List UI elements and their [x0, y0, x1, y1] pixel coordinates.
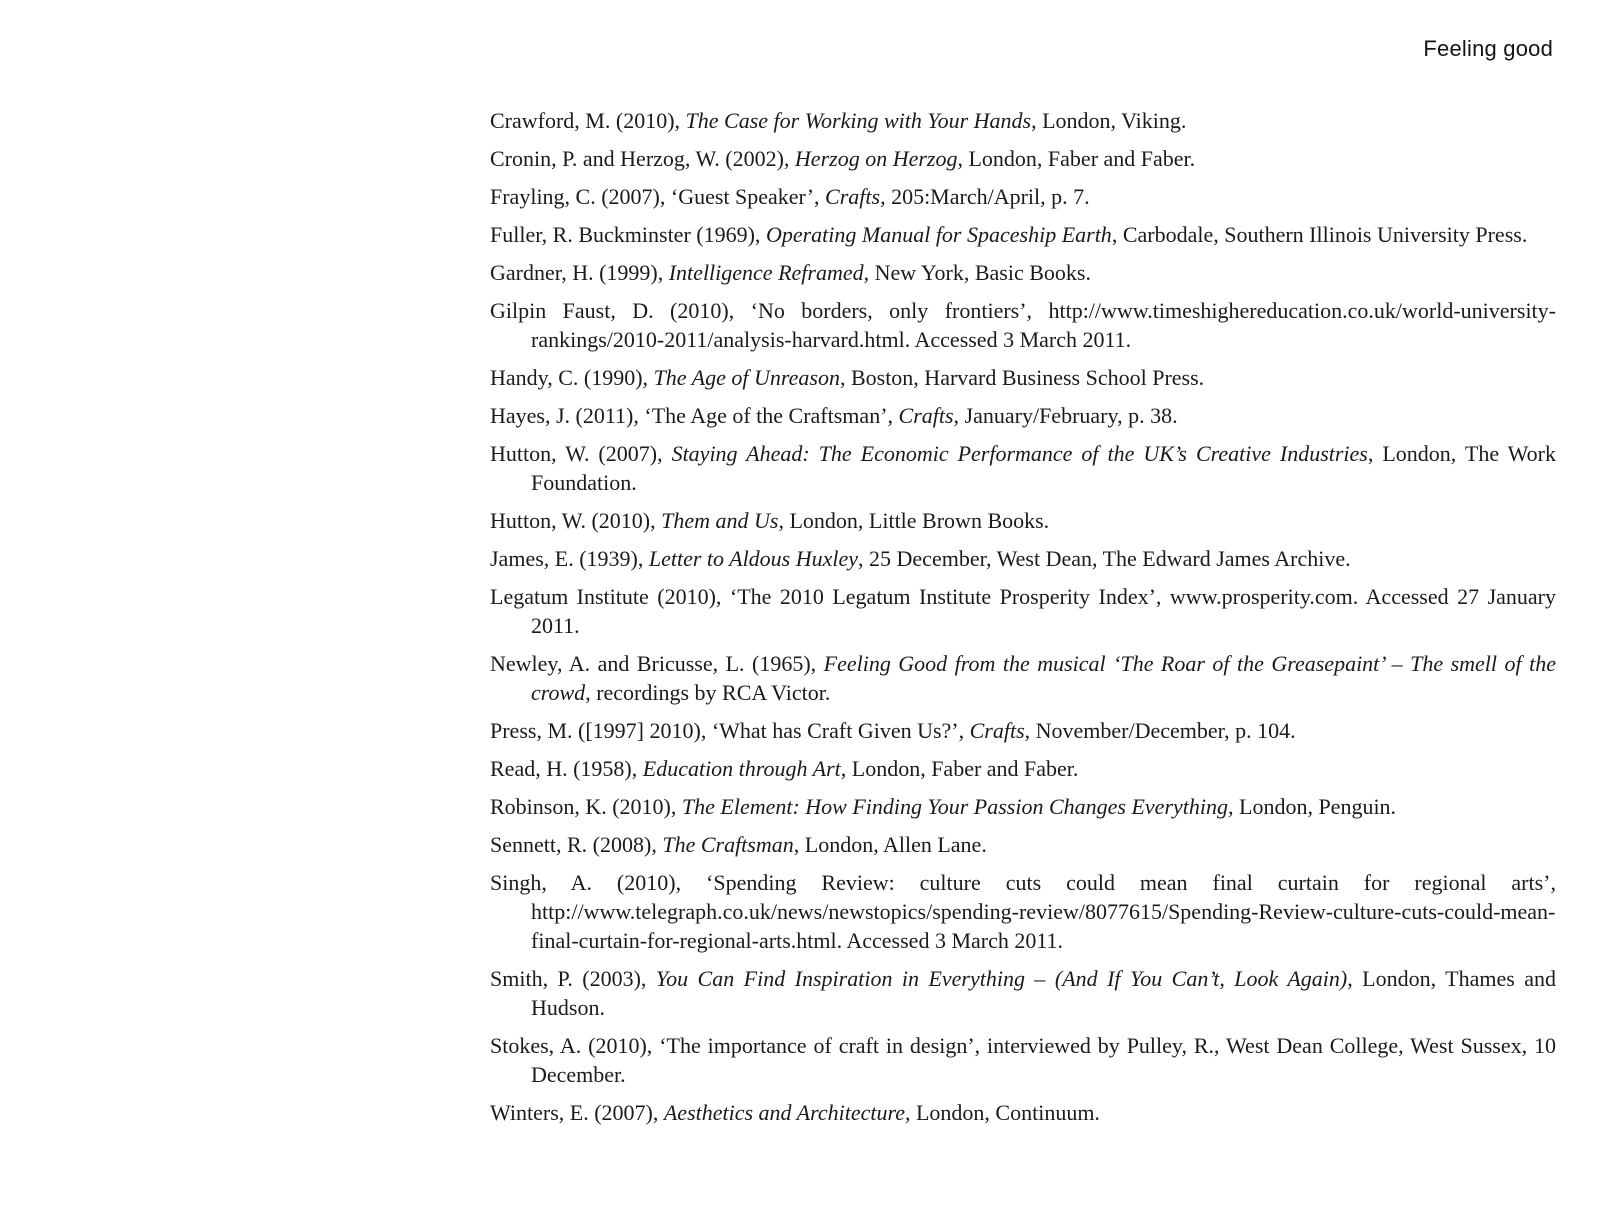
reference-text: , 25 December, West Dean, The Edward James Archive. [858, 546, 1351, 571]
reference-entry [490, 716, 1556, 745]
reference-entry [490, 964, 1556, 1022]
reference-entry [490, 439, 1556, 497]
reference-title-italic: Intelligence Reframed [668, 260, 864, 285]
reference-title-italic: The Age of Unreason [653, 365, 840, 390]
reference-entry [490, 544, 1556, 573]
reference-text: Stokes, A. (2010), ‘The importance of craft in design’, interviewed by Pulley, R., West Dean College, West Sussex, 10 December. [490, 1033, 1556, 1087]
reference-text: Hayes, J. (2011), ‘The Age of the Craftsman’, [490, 403, 899, 428]
reference-text: Newley, A. and Bricusse, L. (1965), [490, 651, 824, 676]
reference-text: Smith, P. (2003), [490, 966, 656, 991]
reference-text: , London, Faber and Faber. [957, 146, 1196, 171]
reference-title-italic: Education through Art [642, 756, 841, 781]
reference-title-italic: Feeling Good from the musical ‘The Roar of the Greasepaint’ – The smell of the crowd [531, 651, 1556, 705]
reference-text: , London, The Work Foundation. [531, 441, 1556, 495]
reference-entry [490, 1098, 1556, 1127]
reference-text: , recordings by RCA Victor. [585, 680, 831, 705]
reference-text: Press, M. ([1997] 2010), ‘What has Craft Given Us?’, [490, 718, 970, 743]
reference-text: , London, Thames and Hudson. [531, 966, 1556, 1020]
reference-text: , New York, Basic Books. [863, 260, 1091, 285]
reference-entry [490, 144, 1556, 173]
reference-entry [490, 1031, 1556, 1089]
reference-text: James, E. (1939), [490, 546, 649, 571]
reference-entry [490, 792, 1556, 821]
reference-title-italic: The Element: How Finding Your Passion Changes Everything [681, 794, 1228, 819]
reference-text: , November/December, p. 104. [1024, 718, 1296, 743]
reference-title-italic: Crafts [898, 403, 954, 428]
reference-entry [490, 582, 1556, 640]
reference-entry [490, 649, 1556, 707]
reference-entry [490, 830, 1556, 859]
reference-text: Hutton, W. (2007), [490, 441, 672, 466]
reference-text: Handy, C. (1990), [490, 365, 654, 390]
reference-text: Cronin, P. and Herzog, W. (2002), [490, 146, 795, 171]
reference-text: Hutton, W. (2010), [490, 508, 662, 533]
reference-entry [490, 506, 1556, 535]
reference-text: , London, Continuum. [904, 1100, 1100, 1125]
reference-text: Fuller, R. Buckminster (1969), [490, 222, 766, 247]
reference-text: , Carbodale, Southern Illinois University Press. [1111, 222, 1528, 247]
reference-text: Winters, E. (2007), [490, 1100, 664, 1125]
reference-text: Robinson, K. (2010), [490, 794, 682, 819]
reference-title-italic: Crafts [825, 184, 881, 209]
reference-entry [490, 182, 1556, 211]
reference-title-italic: Aesthetics and Architecture [663, 1100, 905, 1125]
reference-text: , January/February, p. 38. [953, 403, 1178, 428]
reference-text: , 205:March/April, p. 7. [880, 184, 1090, 209]
reference-title-italic: Letter to Aldous Huxley [648, 546, 859, 571]
reference-text: Legatum Institute (2010), ‘The 2010 Legatum Institute Prosperity Index’, www.prosperity.com. Accessed 27 January 2011. [490, 584, 1556, 638]
reference-entry [490, 401, 1556, 430]
reference-text: Frayling, C. (2007), ‘Guest Speaker’, [490, 184, 826, 209]
reference-list [490, 106, 1556, 1136]
reference-title-italic: The Case for Working with Your Hands [685, 108, 1032, 133]
reference-entry [490, 106, 1556, 135]
reference-text: , London, Viking. [1031, 108, 1187, 133]
running-header: Feeling good [1423, 36, 1553, 61]
reference-entry [490, 220, 1556, 249]
reference-title-italic: Them and Us [661, 508, 779, 533]
reference-text: Sennett, R. (2008), [490, 832, 663, 857]
reference-text: Singh, A. (2010), ‘Spending Review: culture cuts could mean final curtain for regional arts’, http://www.telegraph.co.uk/news/newstopics/spending-review/8077615/Spending-Review-culture-cuts-could-mean-final-curtain-for-regional-arts.html. Accessed 3 March 2011. [490, 870, 1556, 953]
reference-entry [490, 868, 1556, 955]
reference-title-italic: Staying Ahead: The Economic Performance of the UK’s Creative Industries [671, 441, 1368, 466]
reference-text: , Boston, Harvard Business School Press. [839, 365, 1205, 390]
reference-text: , London, Faber and Faber. [840, 756, 1079, 781]
reference-text: Gardner, H. (1999), [490, 260, 669, 285]
reference-text: , London, Penguin. [1228, 794, 1397, 819]
reference-title-italic: The Craftsman [662, 832, 794, 857]
reference-text: Gilpin Faust, D. (2010), ‘No borders, only frontiers’, http://www.timeshighereducation.co.uk/world-university-rankings/2010-2011/analysis-harvard.html. Accessed 3 March 2011. [490, 298, 1556, 352]
reference-text: , London, Allen Lane. [793, 832, 987, 857]
reference-title-italic: Herzog on Herzog [794, 146, 958, 171]
reference-text: , London, Little Brown Books. [778, 508, 1050, 533]
reference-entry [490, 258, 1556, 287]
reference-text: Crawford, M. (2010), [490, 108, 686, 133]
reference-title-italic: Operating Manual for Spaceship Earth [765, 222, 1112, 247]
reference-entry [490, 296, 1556, 354]
reference-title-italic: You Can Find Inspiration in Everything – (And If You Can’t, Look Again) [655, 966, 1348, 991]
reference-title-italic: Crafts [969, 718, 1025, 743]
reference-entry [490, 754, 1556, 783]
reference-entry [490, 363, 1556, 392]
reference-text: Read, H. (1958), [490, 756, 643, 781]
